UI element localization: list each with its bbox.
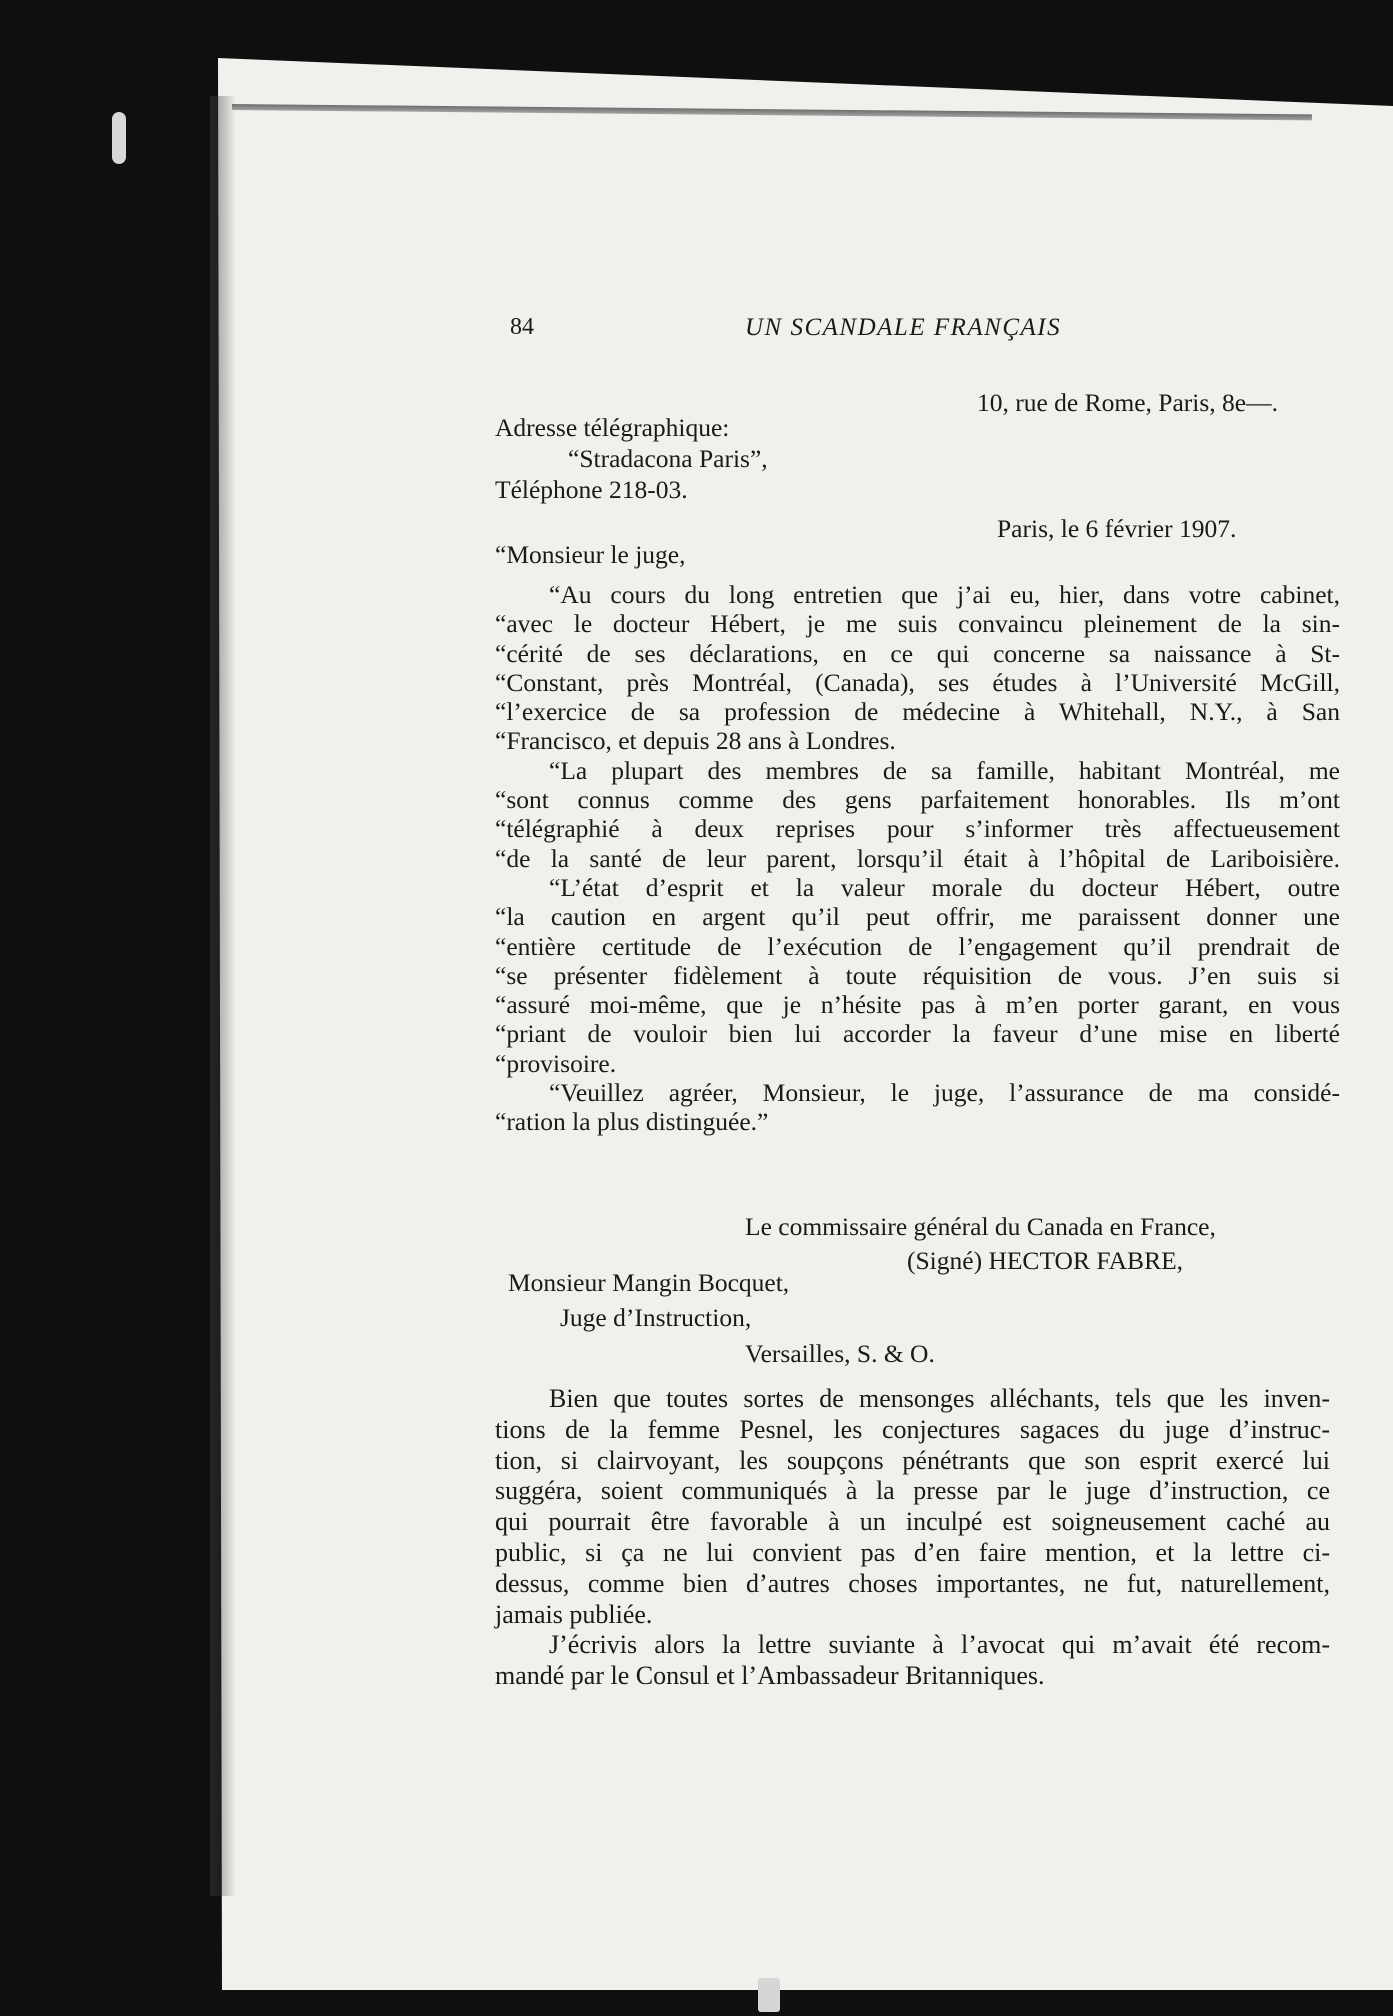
letter-line: “assuré moi-même, que je n’hésite pas à m’en porter garant, en vous (495, 990, 1340, 1020)
recipient-place: Versailles, S. & O. (745, 1339, 935, 1368)
telegraph-label: Adresse télégraphique: (495, 413, 730, 442)
salutation: “Monsieur le juge, (495, 540, 686, 569)
letter-line: “priant de vouloir bien lui accorder la faveur d’une mise en liberté (495, 1019, 1340, 1049)
body-line: public, si ça ne lui convient pas d’en faire mention, et la lettre ci- (495, 1537, 1330, 1567)
bottom-scan-mark (758, 1978, 780, 2012)
binding-mark (112, 112, 126, 164)
recipient-name: Monsieur Mangin Bocquet, (508, 1268, 790, 1297)
letter-line: “Au cours du long entretien que j’ai eu, hier, dans votre cabinet, (549, 580, 1340, 609)
letter-line: “l’exercice de sa profession de médecine à Whitehall, N.Y., à San (495, 697, 1340, 727)
body-line: suggéra, soient communiqués à la presse par le juge d’instruction, ce (495, 1476, 1330, 1506)
body-line: dessus, comme bien d’autres choses importantes, ne fut, naturellement, (495, 1568, 1330, 1598)
signature-title: Le commissaire général du Canada en France, (745, 1212, 1216, 1241)
body-line: J’écrivis alors la lettre suviante à l’avocat qui m’avait été recom- (549, 1630, 1330, 1660)
letter-line: “entière certitude de l’exécution de l’engagement qu’il prendrait de (495, 931, 1340, 961)
body-line: mandé par le Consul et l’Ambassadeur Britanniques. (495, 1661, 1045, 1691)
letter-line: “La plupart des membres de sa famille, habitant Montréal, me (549, 755, 1340, 785)
letter-date: Paris, le 6 février 1907. (997, 514, 1237, 543)
letter-body (495, 580, 1340, 1137)
letter-line: “la caution en argent qu’il peut offrir, me paraissent donner une (495, 902, 1340, 932)
letter-line: “provisoire. (495, 1048, 617, 1078)
body-line: Bien que toutes sortes de mensonges alléchants, tels que les inven- (549, 1384, 1330, 1413)
letter-line: “avec le docteur Hébert, je me suis convaincu pleinement de la sin- (495, 609, 1340, 639)
letter-line: “Francisco, et depuis 28 ans à Londres. (495, 726, 896, 756)
letter-line: “L’état d’esprit et la valeur morale du docteur Hébert, outre (549, 872, 1340, 902)
letter-line: “de la santé de leur parent, lorsqu’il était à l’hôpital de Lariboisière. (495, 843, 1340, 873)
letter-line: “Veuillez agréer, Monsieur, le juge, l’assurance de ma considé- (549, 1078, 1340, 1108)
signature-name: (Signé) HECTOR FABRE, (907, 1246, 1184, 1275)
telephone: Téléphone 218-03. (495, 475, 688, 504)
body-line: tions de la femme Pesnel, les conjectures sagaces du juge d’instruc- (495, 1414, 1330, 1444)
letter-line: “Constant, près Montréal, (Canada), ses études à l’Université McGill, (495, 667, 1340, 697)
narrative-text (495, 1384, 1330, 1692)
page-number: 84 (510, 314, 534, 340)
telegraph-value: “Stradacona Paris”, (568, 444, 768, 473)
body-line: qui pourrait être favorable à un inculpé est soigneusement caché au (495, 1507, 1330, 1537)
letter-line: “sont connus comme des gens parfaitement honorables. Ils m’ont (495, 785, 1340, 815)
running-title: UN SCANDALE FRANÇAIS (745, 314, 1062, 341)
letter-line: “se présenter fidèlement à toute réquisition de vous. J’en suis si (495, 960, 1340, 990)
recipient-role: Juge d’Instruction, (560, 1303, 752, 1332)
page-edge-shadow (210, 96, 236, 1896)
body-line: jamais publiée. (495, 1599, 653, 1629)
letterhead-address: 10, rue de Rome, Paris, 8e—. (977, 388, 1278, 417)
letter-line: “cérité de ses déclarations, en ce qui concerne sa naissance à St- (495, 638, 1340, 668)
letter-line: “ration la plus distinguée.” (495, 1107, 769, 1137)
body-line: tion, si clairvoyant, les soupçons pénétrants que son esprit exercé lui (495, 1445, 1330, 1475)
letter-line: “télégraphié à deux reprises pour s’informer très affectueusement (495, 814, 1340, 844)
